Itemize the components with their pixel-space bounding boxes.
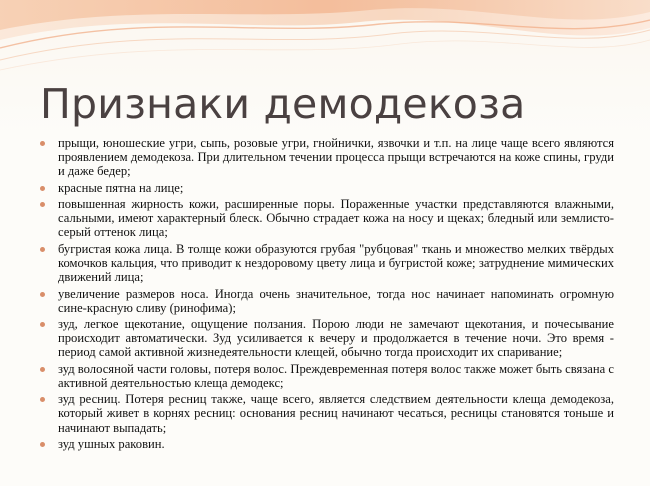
bullet-text: прыщи, юношеские угри, сыпь, розовые угри, гнойнички, язвочки и т.п. на лице чаще всего являются проявлением демодекоза. При длительном течении процесса прыщи встречаются на коже спины, груди и даже бедер; [58,136,614,179]
bullet-icon [40,247,45,252]
list-item [38,197,614,239]
bullet-text: бугристая кожа лица. В толще кожи образуются грубая "рубцовая" ткань и множество мелких твёрдых комочков кальция, что приводит к нездоровому цвету лица и бугристой коже; затруднение мимических движений лица; [58,241,614,285]
list-item [38,437,614,451]
bullet-icon [40,141,45,146]
bullet-list [38,136,614,453]
list-item [38,242,614,284]
bullet-text: зуд волосяной части головы, потеря волос. Преждевременная потеря волос также может быть связана с активной деятельностью клеща демодекс; [58,361,614,390]
bullet-icon [40,186,45,191]
list-item [38,136,614,178]
bullet-icon [40,442,45,447]
bullet-text: красные пятна на лице; [58,180,184,195]
bullet-text: повышенная жирность кожи, расширенные поры. Пораженные участки представляются влажными, сальными, имеют характерный блеск. Обычно страдает кожа на носу и щеках; бледный или землисто-серый оттенок лица; [58,197,614,240]
list-item [38,181,614,195]
bullet-text: зуд ресниц. Потеря ресниц также, чаще всего, является следствием деятельности клеща демодекоза, который живет в корнях ресниц: основания ресниц начинают чесаться, ресницы становятся тоньше и начинают выпадать; [58,392,614,435]
list-item [38,287,614,315]
list-item [38,362,614,390]
bullet-icon [40,322,45,327]
bullet-icon [40,202,45,207]
header-wave-decoration [0,0,650,80]
list-item [38,317,614,359]
bullet-text: зуд ушных раковин. [58,437,165,451]
bullet-icon [40,397,45,402]
list-item [38,392,614,434]
bullet-icon [40,292,45,297]
bullet-text: увеличение размеров носа. Иногда очень значительное, тогда нос начинает напоминать огромную сине-красную сливу (ринофима); [58,286,614,315]
bullet-icon [40,367,45,372]
slide-title: Признаки демодекоза [40,80,526,128]
bullet-text: зуд, легкое щекотание, ощущение ползания. Порою люди не замечают щекотания, и почесывание происходит автоматически. Зуд усиливается к вечеру и продолжается в течение ночи. Это время - период самой активной жизнедеятельности клещей, обычно тогда происходит их спаривание; [58,317,614,360]
